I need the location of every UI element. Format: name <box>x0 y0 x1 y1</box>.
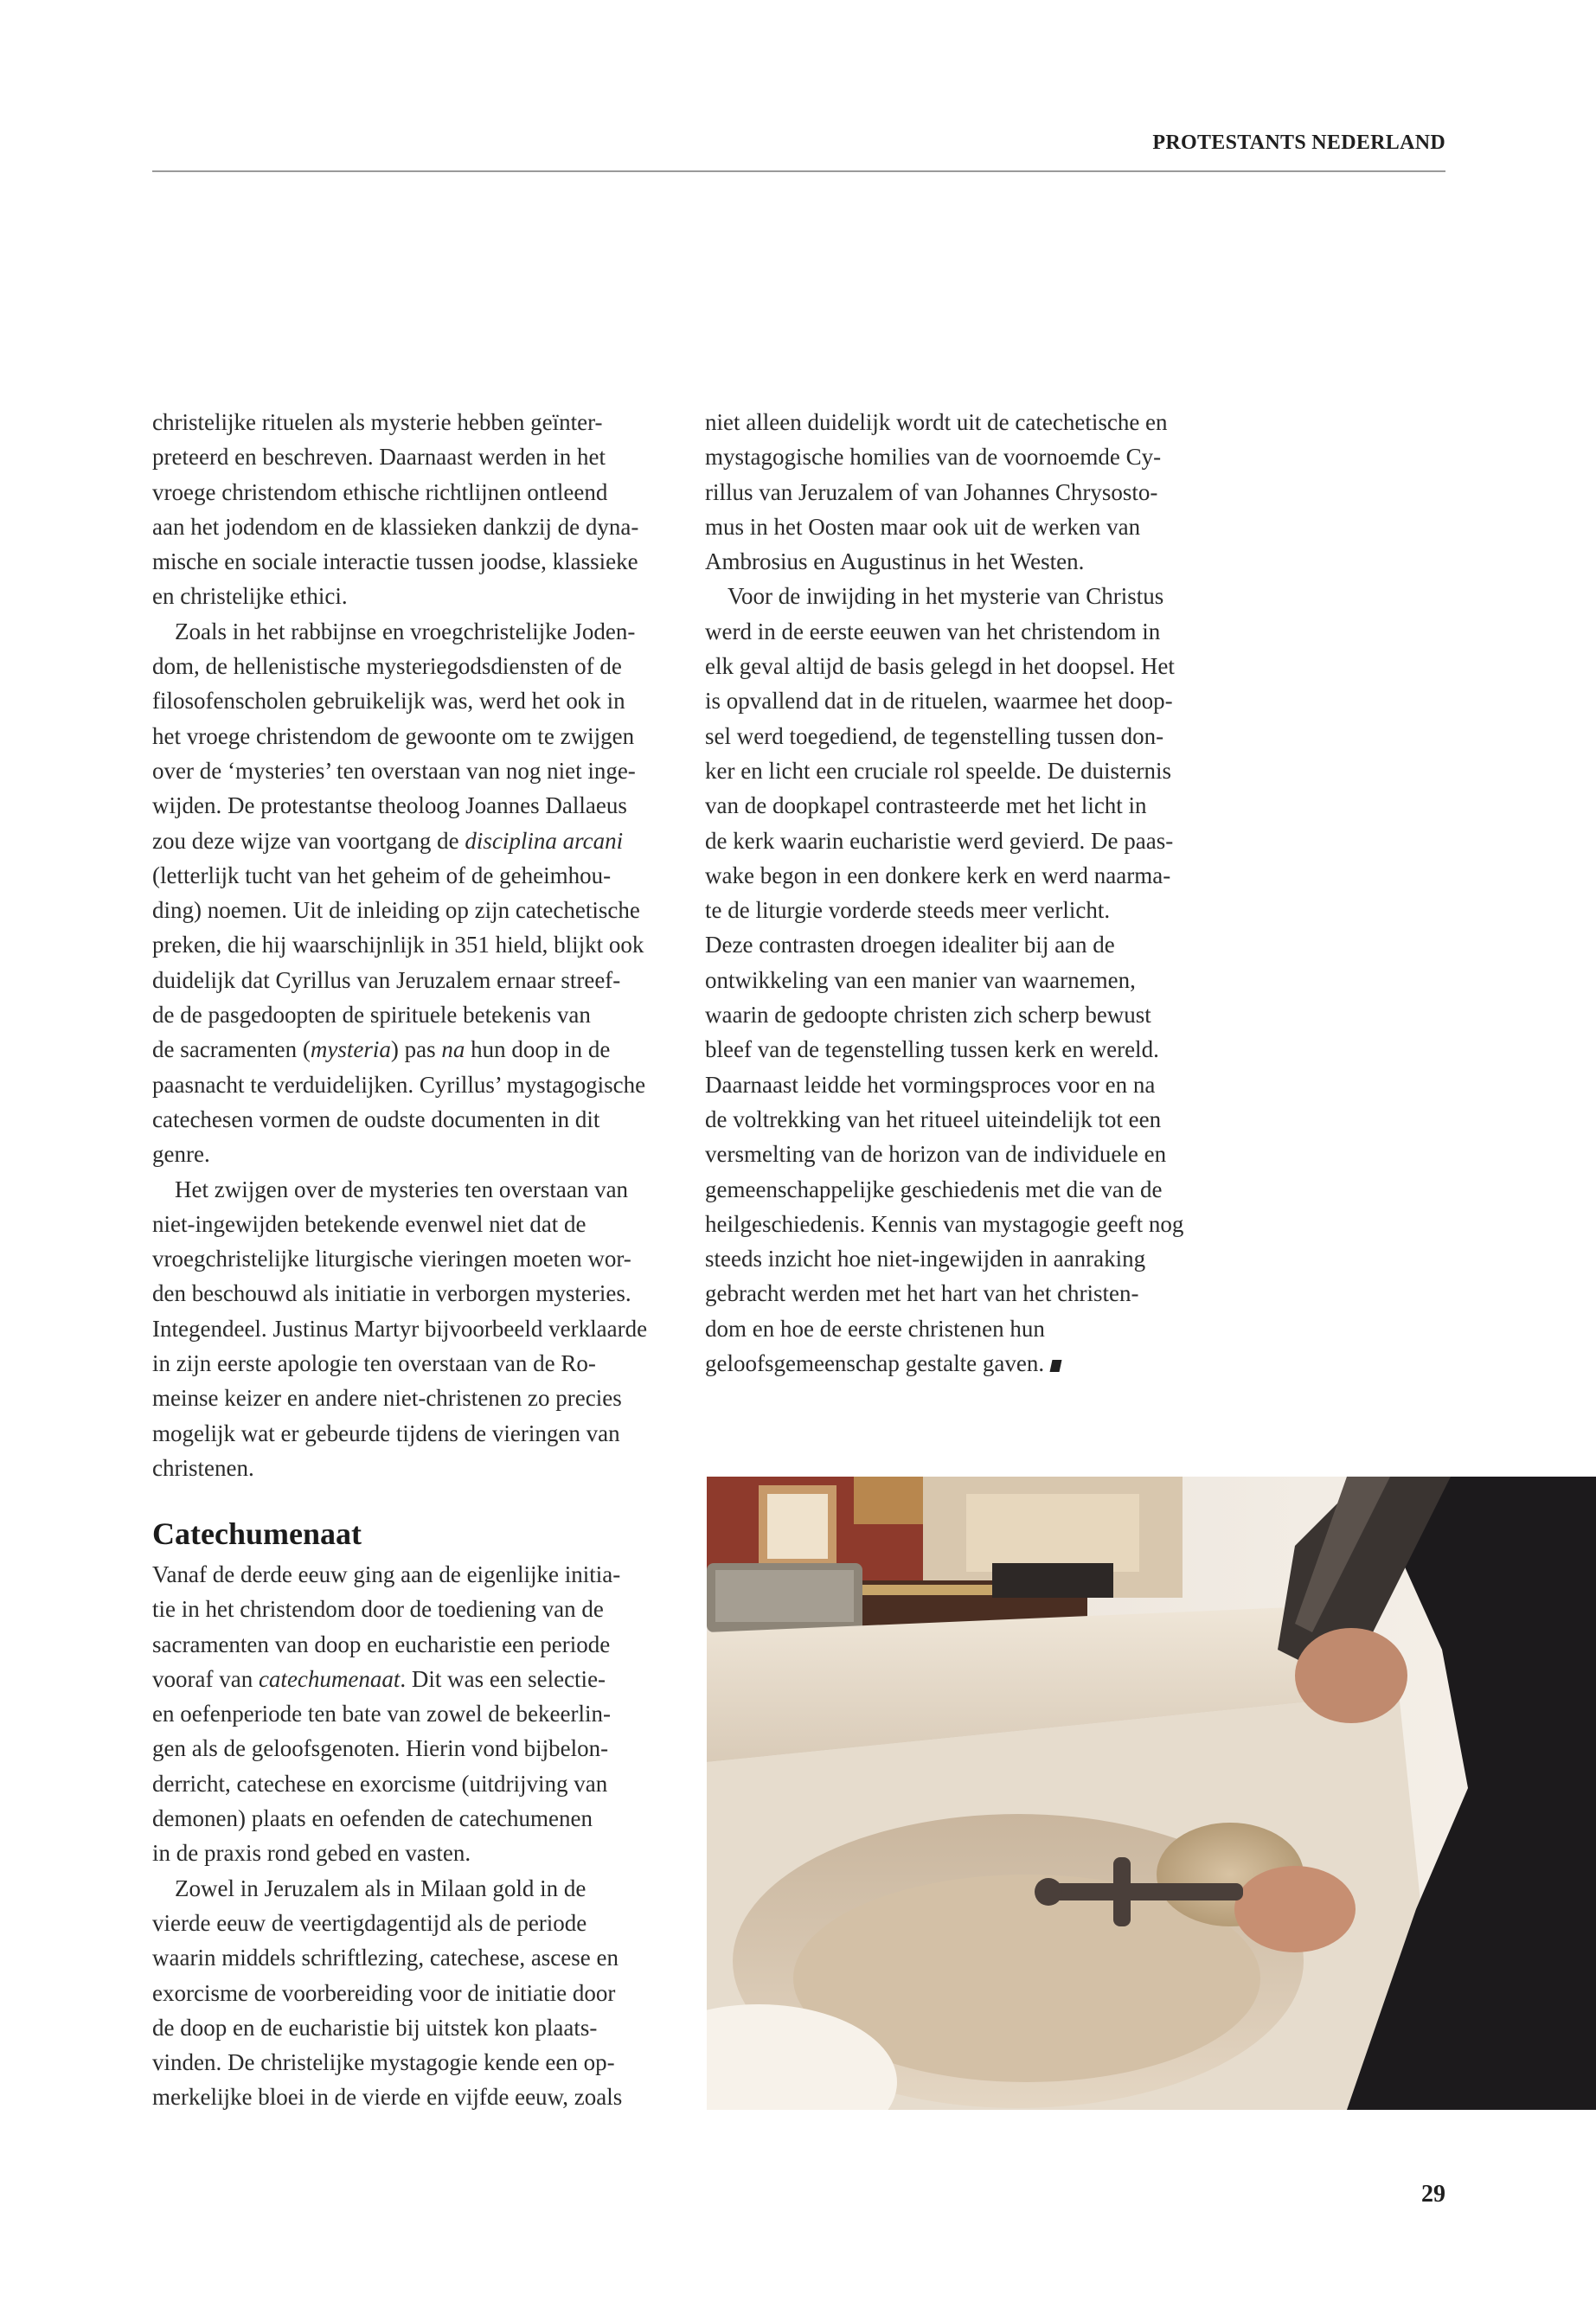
section-heading: Catechumenaat <box>152 1516 362 1551</box>
text-line: wake begon in een donkere kerk en werd naarma- <box>705 862 1171 888</box>
section-body <box>152 1557 671 2115</box>
text-line: mogelijk wat er gebeurde tijdens de vieringen van <box>152 1420 620 1446</box>
text-line: meinse keizer en andere niet-christenen zo precies <box>152 1385 622 1412</box>
text-line: geloofsgemeenschap gestalte gaven. <box>705 1346 1224 1381</box>
text-line: filosofenscholen gebruikelijk was, werd het ook in <box>152 688 625 715</box>
text-line: exorcisme de voorbereiding voor de initiatie door <box>152 1979 616 2006</box>
text-line: in de praxis rond gebed en vasten. <box>152 1840 471 1867</box>
text-line: catechesen vormen de oudste documenten in dit <box>152 1106 600 1132</box>
text-line: derricht, catechese en exorcisme (uitdrijving van <box>152 1770 608 1797</box>
text-line: te de liturgie vorderde steeds meer verlicht. <box>705 897 1111 924</box>
text-line: genre. <box>152 1141 210 1168</box>
text-line: waarin middels schriftlezing, catechese, ascese en <box>152 1945 619 1971</box>
text-line: de kerk waarin eucharistie werd gevierd. De paas- <box>705 827 1174 854</box>
text-line: christelijke rituelen als mysterie hebben geïnter- <box>152 409 603 435</box>
text-line: niet alleen duidelijk wordt uit de catechetische en <box>705 409 1168 435</box>
text-line: en oefenperiode ten bate van zowel de bekeerlin- <box>152 1701 611 1727</box>
text-line: vooraf van catechumenaat. Dit was een selectie- <box>152 1665 606 1692</box>
text-line: Vanaf de derde eeuw ging aan de eigenlijke initia- <box>152 1561 621 1587</box>
text-line: paasnacht te verduidelijken. Cyrillus’ mystagogische <box>152 1071 646 1098</box>
text-line: ontwikkeling van een manier van waarnemen, <box>705 966 1136 993</box>
text-line: vroegchristelijke liturgische vieringen moeten wor- <box>152 1246 631 1272</box>
text-line: en christelijke ethici. <box>152 583 348 610</box>
text-line: Het zwijgen over de mysteries ten overstaan van <box>175 1176 629 1202</box>
text-line: mystagogische homilies van de voornoemde Cy- <box>705 444 1162 471</box>
text-line: aan het jodendom en de klassieken dankzij de dyna- <box>152 513 639 540</box>
end-of-article-mark <box>1050 1360 1062 1372</box>
text-line: preken, die hij waarschijnlijk in 351 hield, blijkt ook <box>152 932 644 958</box>
text-line: waarin de gedoopte christen zich scherp bewust <box>705 1002 1151 1029</box>
text-line: preteerd en beschreven. Daarnaast werden in het <box>152 444 606 471</box>
text-line: wijden. De protestantse theoloog Joannes Dallaeus <box>152 792 627 819</box>
text-line: duidelijk dat Cyrillus van Jeruzalem ernaar streef- <box>152 966 621 993</box>
page-number: 29 <box>1421 2181 1445 2208</box>
text-line: de voltrekking van het ritueel uiteindelijk tot een <box>705 1106 1162 1132</box>
text-line: de sacramenten (mysteria) pas na hun doop in de <box>152 1036 611 1063</box>
text-line: demonen) plaats en oefenden de catechumenen <box>152 1805 593 1832</box>
body-column-left <box>152 405 671 1485</box>
text-line: zou deze wijze van voortgang de disciplina arcani <box>152 827 624 854</box>
running-head: PROTESTANTS NEDERLAND <box>1152 131 1445 154</box>
text-line: den beschouwd als initiatie in verborgen mysteries. <box>152 1280 631 1307</box>
text-line: gebracht werden met het hart van het christen- <box>705 1280 1139 1307</box>
text-line: mus in het Oosten maar ook uit de werken van <box>705 513 1141 540</box>
text-line: het vroege christendom de gewoonte om te zwijgen <box>152 722 635 749</box>
text-line: tie in het christendom door de toediening van de <box>152 1596 604 1623</box>
text-line: heilgeschiedenis. Kennis van mystagogie geeft nog <box>705 1210 1184 1237</box>
text-line: ding) noemen. Uit de inleiding op zijn catechetische <box>152 897 640 924</box>
text-line: Ambrosius en Augustinus in het Westen. <box>705 548 1085 575</box>
text-line: werd in de eerste eeuwen van het christendom in <box>705 618 1161 644</box>
text-line: vinden. De christelijke mystagogie kende een op- <box>152 2049 615 2076</box>
text-line: merkelijke bloei in de vierde en vijfde eeuw, zoals <box>152 2084 623 2111</box>
text-line: christenen. <box>152 1454 254 1481</box>
text-line: Voor de inwijding in het mysterie van Christus <box>727 583 1164 610</box>
text-line: Integendeel. Justinus Martyr bijvoorbeeld verklaarde <box>152 1315 648 1342</box>
text-line: sacramenten van doop en eucharistie een periode <box>152 1631 611 1657</box>
header-rule <box>152 170 1445 172</box>
text-line: niet-ingewijden betekende evenwel niet dat de <box>152 1210 586 1237</box>
text-line: Deze contrasten droegen idealiter bij aan de <box>705 932 1115 958</box>
body-column-right <box>705 405 1224 1381</box>
text-line: Zoals in het rabbijnse en vroegchristelijke Joden- <box>175 618 636 644</box>
baptism-photo <box>707 1477 1596 2110</box>
text-line: de doop en de eucharistie bij uitstek kon plaats- <box>152 2014 598 2041</box>
text-line: over de ‘mysteries’ ten overstaan van nog niet inge- <box>152 757 636 784</box>
text-line: bleef van de tegenstelling tussen kerk en wereld. <box>705 1036 1159 1063</box>
text-line: dom, de hellenistische mysteriegodsdiensten of de <box>152 653 622 680</box>
text-line: elk geval altijd de basis gelegd in het doopsel. Het <box>705 653 1175 680</box>
text-line: vierde eeuw de veertigdagentijd als de periode <box>152 1909 587 1936</box>
text-line: vroege christendom ethische richtlijnen ontleend <box>152 478 608 505</box>
text-line: sel werd toegediend, de tegenstelling tussen don- <box>705 722 1164 749</box>
text-line: (letterlijk tucht van het geheim of de geheimhou- <box>152 862 612 888</box>
text-line: in zijn eerste apologie ten overstaan van de Ro- <box>152 1350 596 1377</box>
text-line: rillus van Jeruzalem of van Johannes Chrysosto- <box>705 478 1158 505</box>
text-line: Zowel in Jeruzalem als in Milaan gold in de <box>175 1875 586 1901</box>
text-line: van de doopkapel contrasteerde met het licht in <box>705 792 1147 819</box>
text-line: gen als de geloofsgenoten. Hierin vond bijbelon- <box>152 1735 609 1762</box>
text-line: dom en hoe de eerste christenen hun <box>705 1315 1045 1342</box>
text-line: versmelting van de horizon van de individuele en <box>705 1141 1167 1168</box>
text-line: de de pasgedoopten de spirituele betekenis van <box>152 1002 591 1029</box>
text-line: gemeenschappelijke geschiedenis met die van de <box>705 1176 1163 1202</box>
text-line: ker en licht een cruciale rol speelde. De duisternis <box>705 757 1172 784</box>
text-line: Daarnaast leidde het vormingsproces voor en na <box>705 1071 1156 1098</box>
text-line: steeds inzicht hoe niet-ingewijden in aanraking <box>705 1246 1146 1272</box>
text-line: is opvallend dat in de rituelen, waarmee het doop- <box>705 688 1173 715</box>
text-line: mische en sociale interactie tussen joodse, klassieke <box>152 548 638 575</box>
